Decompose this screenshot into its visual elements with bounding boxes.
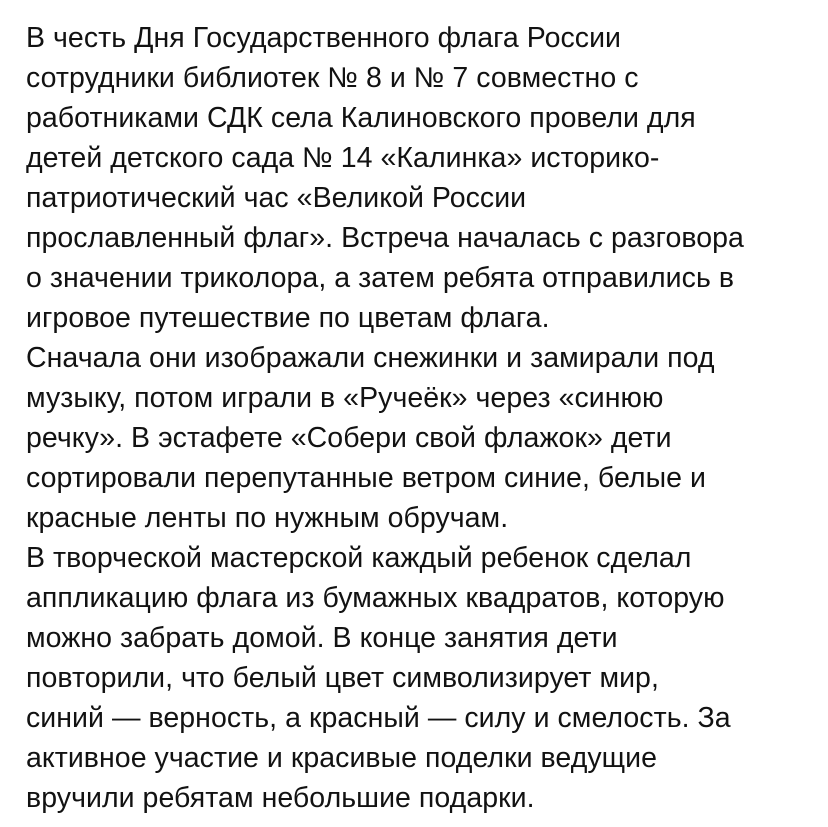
post-paragraph: В творческой мастерской каждый ребенок сделал аппликацию флага из бумажных квадратов, которую можно забрать домой. В конце занятия дети повторили, что белый цвет символизирует мир, синий — верность, а красный — силу и смелость. За активное участие и красивые поделки ведущие вручили ребятам небольшие подарки. xyxy=(26,542,731,814)
post-text xyxy=(26,18,822,818)
post-paragraph: Сначала они изображали снежинки и замирали под музыку, потом играли в «Ручеёк» через «синюю речку». В эстафете «Собери свой флажок» дети сортировали перепутанные ветром синие, белые и красные ленты по нужным обручам. xyxy=(26,342,715,534)
post-paragraph: В честь Дня Государственного флага России сотрудники библиотек № 8 и № 7 совместно с работниками СДК села Калиновского провели для детей детского сада № 14 «Калинка» историко- патриотический час «Великой России прославленный флаг». Встреча началась с разговора о значении триколора, а затем ребята отправились в игровое путешествие по цветам флага. xyxy=(26,22,744,334)
